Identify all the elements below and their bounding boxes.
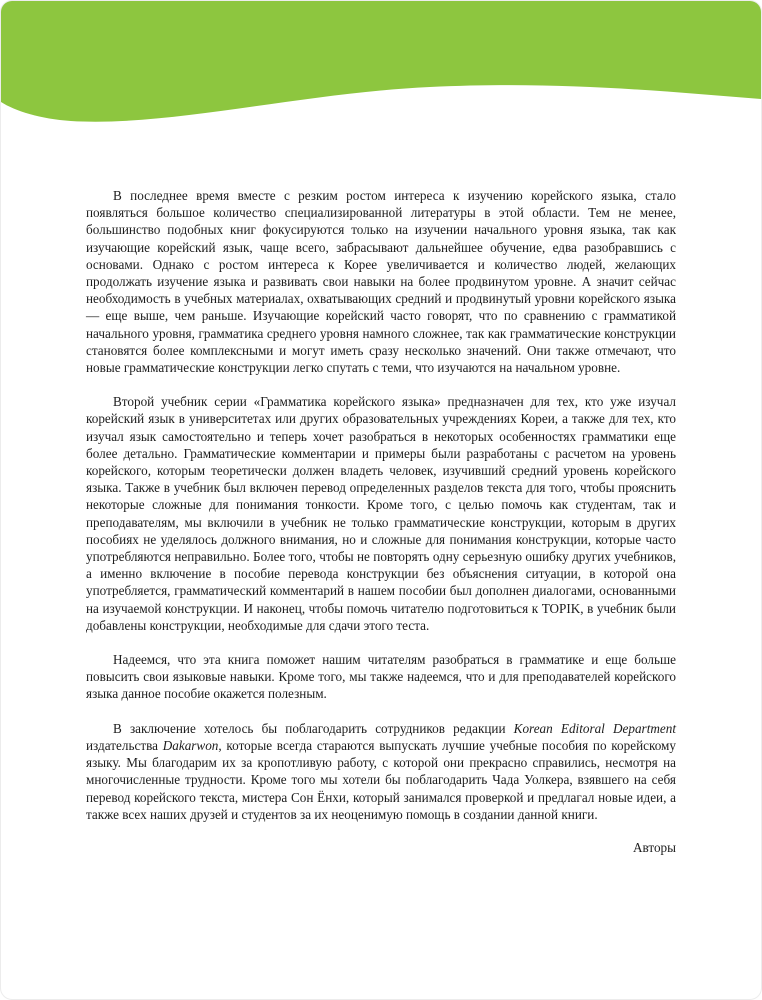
paragraph: Второй учебник серии «Грамматика корейского языка» предназначен для тех, кто уже изучал корейский язык в университетах или других образовательных учреждениях Кореи, а также для тех, кто изучал язык самостоятельно и теперь хочет разобраться в некоторых особенностях грамматики еще более детально. Грамматические комментарии и примеры были разработаны с расчетом на уровень корейского, которым теоретически должен владеть человек, изучивший средний уровень корейского языка. Также в учебник был включен перевод определенных разделов текста для того, чтобы прояснить некоторые сложные для понимания тонкости. Кроме того, с целью помочь как студентам, так и преподавателям, мы включили в учебник не только грамматические конструкции, которым в других пособиях не уделялось должного внимания, но и сложные для понимания конструкции, которые часто употребляются неправильно. Более того, чтобы не повторять одну серьезную ошибку других учебников, а именно включение в пособие перевода конструкции без объяснения ситуации, в которой она употребляется, грамматический комментарий в нашем пособии был дополнен диалогами, основанными на изучаемой конструкции. И наконец, чтобы помочь читателю подготовиться к TOPIK, в учебник были добавлены конструкции, необходимые для сдачи этого теста. [86, 394, 676, 633]
preface-text [86, 187, 676, 856]
authors-signature: Авторы [632, 839, 676, 855]
wave-shape [1, 1, 761, 133]
paragraph-text-part: издательства [86, 737, 163, 753]
paragraph: Надеемся, что эта книга поможет нашим читателям разобраться в грамматике и еще больше повысить свои языковые навыки. Кроме того, мы также надеемся, что и для преподавателей корейского языка данное пособие окажется полезным. [86, 652, 676, 702]
green-header-wave [1, 1, 761, 133]
paragraph-text-part: , которые всегда стараются выпускать лучшие учебные пособия по корейскому языку. Мы благодарим их за кропотливую работу, с которой они прекрасно справились, несмотря на многочисленные трудности. Кроме того мы хотели бы поблагодарить Чада Уолкера, взявшего на себя перевод корейского текста, мистера Сон Ёнхи, который занимался проверкой и предлагал новые идеи, а также всех наших друзей и студентов за их неоценимую помощь в создании данной книги. [86, 737, 676, 822]
paragraph-text-part: В заключение хотелось бы поблагодарить сотрудников редакции [113, 720, 514, 736]
paragraph [86, 720, 676, 823]
publisher-name: Dakarwon [162, 737, 219, 753]
paragraph: В последнее время вместе с резким ростом интереса к изучению корейского языка, стало появляться большое количество специализированной литературы в этой области. Тем не менее, большинство подобных книг фокусируются только на изучении начального уровня языка, так как изучающие корейский язык, чаще всего, забрасывают дальнейшее обучение, едва разобравшись с основами. Однако с ростом интереса к Корее увеличивается и количество людей, желающих продолжать изучение языка и развивать свои навыки на более продвинутом уровне. А значит сейчас необходимость в учебных материалах, охватывающих средний и продвинутый уровни корейского языка — еще выше, чем раньше. Изучающие корейский часто говорят, что по сравнению с грамматикой начального уровня, грамматика среднего уровня намного сложнее, так как грамматические конструкции становятся более комплексными и могут иметь сразу несколько значений. Они также отмечают, что новые грамматические конструкции легко спутать с теми, что изучаются на начальном уровне. [86, 188, 676, 376]
editorial-department-name: Korean Editoral Department [513, 720, 676, 736]
